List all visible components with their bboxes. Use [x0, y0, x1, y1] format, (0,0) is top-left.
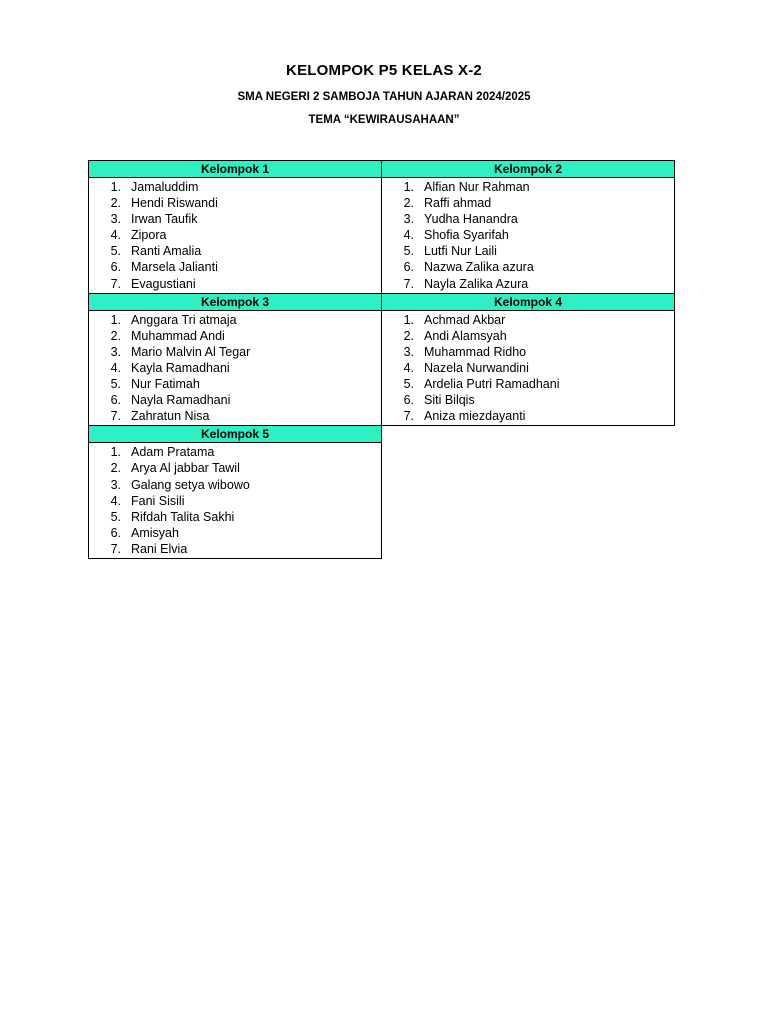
list-item	[89, 509, 381, 525]
member-name: Evagustiani	[131, 276, 196, 291]
list-item	[89, 344, 381, 360]
member-name: Achmad Akbar	[424, 312, 506, 327]
member-name: Aniza miezdayanti	[424, 409, 526, 424]
group-row	[88, 293, 677, 426]
member-name: Hendi Riswandi	[131, 196, 218, 211]
list-item	[382, 376, 674, 392]
member-name: Adam Pratama	[131, 445, 215, 460]
member-name: Nur Fatimah	[131, 377, 200, 392]
list-item	[382, 360, 674, 376]
member-name: Lutfi Nur Laili	[424, 244, 497, 259]
list-item	[382, 312, 674, 328]
list-item	[89, 259, 381, 275]
item-number: 3.	[110, 344, 121, 359]
item-number: 2.	[110, 196, 121, 211]
list-item	[89, 392, 381, 408]
item-number: 4.	[110, 228, 121, 243]
member-name: Kayla Ramadhani	[131, 360, 230, 375]
item-number: 7.	[110, 541, 121, 556]
list-item	[382, 227, 674, 243]
item-number: 1.	[110, 445, 121, 460]
item-number: 6.	[110, 393, 121, 408]
member-name: Anggara Tri atmaja	[131, 312, 237, 327]
theme-line: TEMA “KEWIRAUSAHAAN”	[308, 114, 460, 126]
member-name: Nayla Ramadhani	[131, 393, 231, 408]
member-name: Zipora	[131, 228, 167, 243]
item-number: 1.	[403, 180, 414, 194]
item-number: 5.	[110, 377, 121, 392]
list-item	[382, 259, 674, 275]
school-subtitle: SMA NEGERI 2 SAMBOJA TAHUN AJARAN 2024/2025	[237, 91, 531, 103]
list-item	[89, 493, 381, 509]
item-number: 5.	[403, 244, 414, 259]
item-number: 3.	[110, 477, 121, 492]
member-name: Galang setya wibowo	[131, 477, 250, 492]
item-number: 4.	[110, 360, 121, 375]
item-number: 6.	[110, 525, 121, 540]
groups-table	[88, 160, 677, 558]
member-name: Fani Sisili	[131, 493, 185, 508]
empty-cell	[381, 425, 675, 559]
member-name: Jamaluddim	[131, 180, 199, 194]
item-number: 7.	[403, 409, 414, 424]
member-name: Yudha Hanandra	[424, 212, 518, 227]
item-number: 2.	[110, 328, 121, 343]
list-item	[382, 195, 674, 211]
list-item	[89, 360, 381, 376]
list-item	[382, 344, 674, 360]
list-item	[89, 312, 381, 328]
item-number: 2.	[110, 461, 121, 476]
group-header: Kelompok 5	[89, 426, 381, 443]
member-name: Nazwa Zalika azura	[424, 260, 534, 275]
group-cell	[381, 293, 675, 427]
member-name: Amisyah	[131, 525, 179, 540]
member-list	[382, 178, 674, 293]
list-item	[382, 392, 674, 408]
member-name: Marsela Jalianti	[131, 260, 218, 275]
member-name: Raffi ahmad	[424, 196, 492, 211]
member-name: Rani Elvia	[131, 541, 188, 556]
document-title: KELOMPOK P5 KELAS X-2	[286, 62, 482, 79]
list-item	[89, 328, 381, 344]
member-list	[89, 311, 381, 426]
group-row	[88, 425, 677, 558]
list-item	[89, 460, 381, 476]
list-item	[382, 328, 674, 344]
group-cell	[88, 160, 382, 294]
member-name: Rifdah Talita Sakhi	[131, 509, 235, 524]
member-name: Ardelia Putri Ramadhani	[424, 377, 560, 392]
list-item	[89, 376, 381, 392]
member-name: Zahratun Nisa	[131, 409, 210, 424]
member-name: Mario Malvin Al Tegar	[131, 344, 251, 359]
member-name: Alfian Nur Rahman	[424, 180, 530, 194]
item-number: 3.	[403, 344, 414, 359]
item-number: 4.	[403, 360, 414, 375]
member-list	[382, 311, 674, 426]
item-number: 1.	[110, 180, 121, 194]
item-number: 6.	[403, 393, 414, 408]
group-header: Kelompok 3	[89, 294, 381, 311]
list-item	[89, 408, 381, 424]
item-number: 2.	[403, 328, 414, 343]
member-name: Muhammad Ridho	[424, 344, 527, 359]
item-number: 4.	[403, 228, 414, 243]
list-item	[89, 477, 381, 493]
member-name: Irwan Taufik	[131, 212, 198, 227]
item-number: 5.	[110, 244, 121, 259]
group-cell	[381, 160, 675, 294]
list-item	[89, 211, 381, 227]
list-item	[89, 541, 381, 557]
item-number: 7.	[110, 409, 121, 424]
list-item	[382, 276, 674, 292]
item-number: 7.	[403, 276, 414, 291]
item-number: 1.	[403, 312, 414, 327]
list-item	[382, 408, 674, 424]
member-name: Siti Bilqis	[424, 393, 475, 408]
item-number: 5.	[403, 377, 414, 392]
item-number: 5.	[110, 509, 121, 524]
list-item	[89, 227, 381, 243]
list-item	[382, 243, 674, 259]
member-name: Shofia Syarifah	[424, 228, 509, 243]
list-item	[382, 211, 674, 227]
item-number: 6.	[110, 260, 121, 275]
item-number: 6.	[403, 260, 414, 275]
item-number: 1.	[110, 312, 121, 327]
group-cell	[88, 293, 382, 427]
item-number: 7.	[110, 276, 121, 291]
member-list	[89, 178, 381, 293]
member-name: Andi Alamsyah	[424, 328, 507, 343]
member-name: Arya Al jabbar Tawil	[131, 461, 240, 476]
group-cell	[88, 425, 382, 559]
member-name: Nayla Zalika Azura	[424, 276, 529, 291]
member-name: Ranti Amalia	[131, 244, 202, 259]
item-number: 3.	[403, 212, 414, 227]
item-number: 3.	[110, 212, 121, 227]
member-name: Nazela Nurwandini	[424, 360, 529, 375]
group-row	[88, 160, 677, 293]
list-item	[89, 525, 381, 541]
list-item	[89, 195, 381, 211]
group-header: Kelompok 2	[382, 161, 674, 178]
list-item	[89, 276, 381, 292]
member-list	[89, 443, 381, 558]
list-item	[89, 243, 381, 259]
group-header: Kelompok 1	[89, 161, 381, 178]
list-item	[89, 179, 381, 195]
list-item	[89, 444, 381, 460]
item-number: 4.	[110, 493, 121, 508]
group-header: Kelompok 4	[382, 294, 674, 311]
list-item	[382, 179, 674, 195]
member-name: Muhammad Andi	[131, 328, 225, 343]
item-number: 2.	[403, 196, 414, 211]
